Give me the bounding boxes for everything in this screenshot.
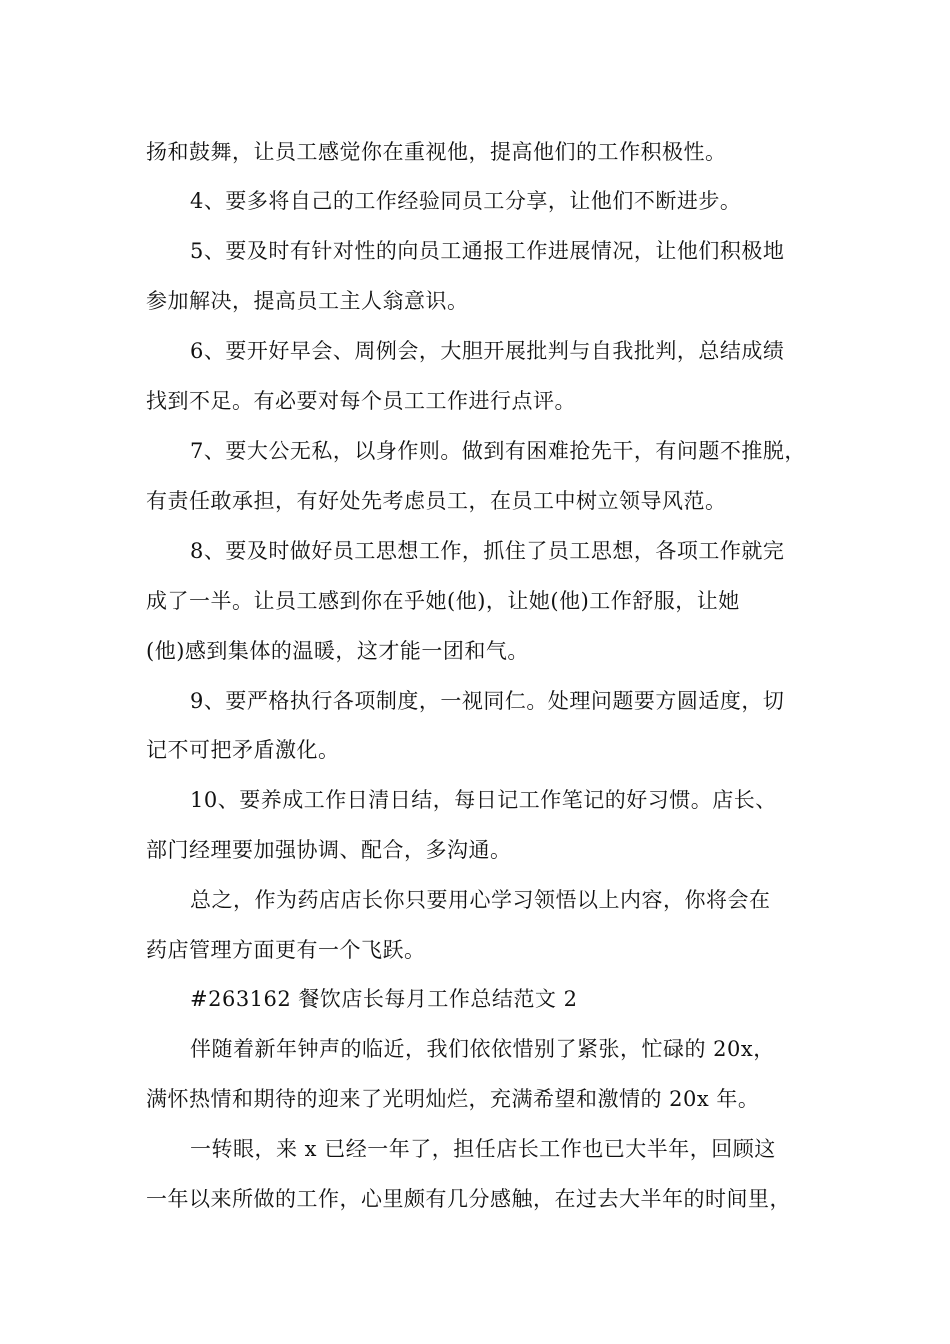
text-line: 9、要严格执行各项制度，一视同仁。处理问题要方圆适度，切 bbox=[190, 689, 785, 713]
text-line: 一转眼，来 x 已经一年了，担任店长工作也已大半年，回顾这 bbox=[190, 1137, 776, 1161]
text-line: 成了一半。让员工感到你在乎她(他)，让她(他)工作舒服，让她 bbox=[146, 589, 740, 613]
text-line: 7、要大公无私，以身作则。做到有困难抢先干，有问题不推脱， bbox=[190, 439, 806, 463]
text-line: 记不可把矛盾激化。 bbox=[146, 738, 340, 762]
text-line: 4、要多将自己的工作经验同员工分享，让他们不断进步。 bbox=[190, 189, 742, 213]
text-line: 药店管理方面更有一个飞跃。 bbox=[146, 938, 426, 962]
text-line: 一年以来所做的工作，心里颇有几分感触，在过去大半年的时间里， bbox=[146, 1187, 791, 1211]
text-line: 总之，作为药店店长你只要用心学习领悟以上内容，你将会在 bbox=[190, 888, 771, 912]
text-line: 部门经理要加强协调、配合，多沟通。 bbox=[146, 838, 512, 862]
text-line: 5、要及时有针对性的向员工通报工作进展情况，让他们积极地 bbox=[190, 239, 785, 263]
text-line: 扬和鼓舞，让员工感觉你在重视他，提高他们的工作积极性。 bbox=[146, 140, 727, 164]
text-line: 满怀热情和期待的迎来了光明灿烂，充满希望和激情的 20x 年。 bbox=[146, 1087, 760, 1111]
text-line: 参加解决，提高员工主人翁意识。 bbox=[146, 289, 469, 313]
text-line: 找到不足。有必要对每个员工工作进行点评。 bbox=[146, 389, 576, 413]
text-line: 伴随着新年钟声的临近，我们依依惜别了紧张，忙碌的 20x， bbox=[190, 1037, 775, 1061]
section-heading: #263162 餐饮店长每月工作总结范文 2 bbox=[190, 987, 578, 1011]
text-line: 10、要养成工作日清日结，每日记工作笔记的好习惯。店长、 bbox=[190, 788, 777, 812]
text-line: 有责任敢承担，有好处先考虑员工，在员工中树立领导风范。 bbox=[146, 489, 727, 513]
text-line: 8、要及时做好员工思想工作，抓住了员工思想，各项工作就完 bbox=[190, 539, 785, 563]
text-line: 6、要开好早会、周例会，大胆开展批判与自我批判，总结成绩 bbox=[190, 339, 785, 363]
text-line: (他)感到集体的温暖，这才能一团和气。 bbox=[146, 639, 529, 663]
